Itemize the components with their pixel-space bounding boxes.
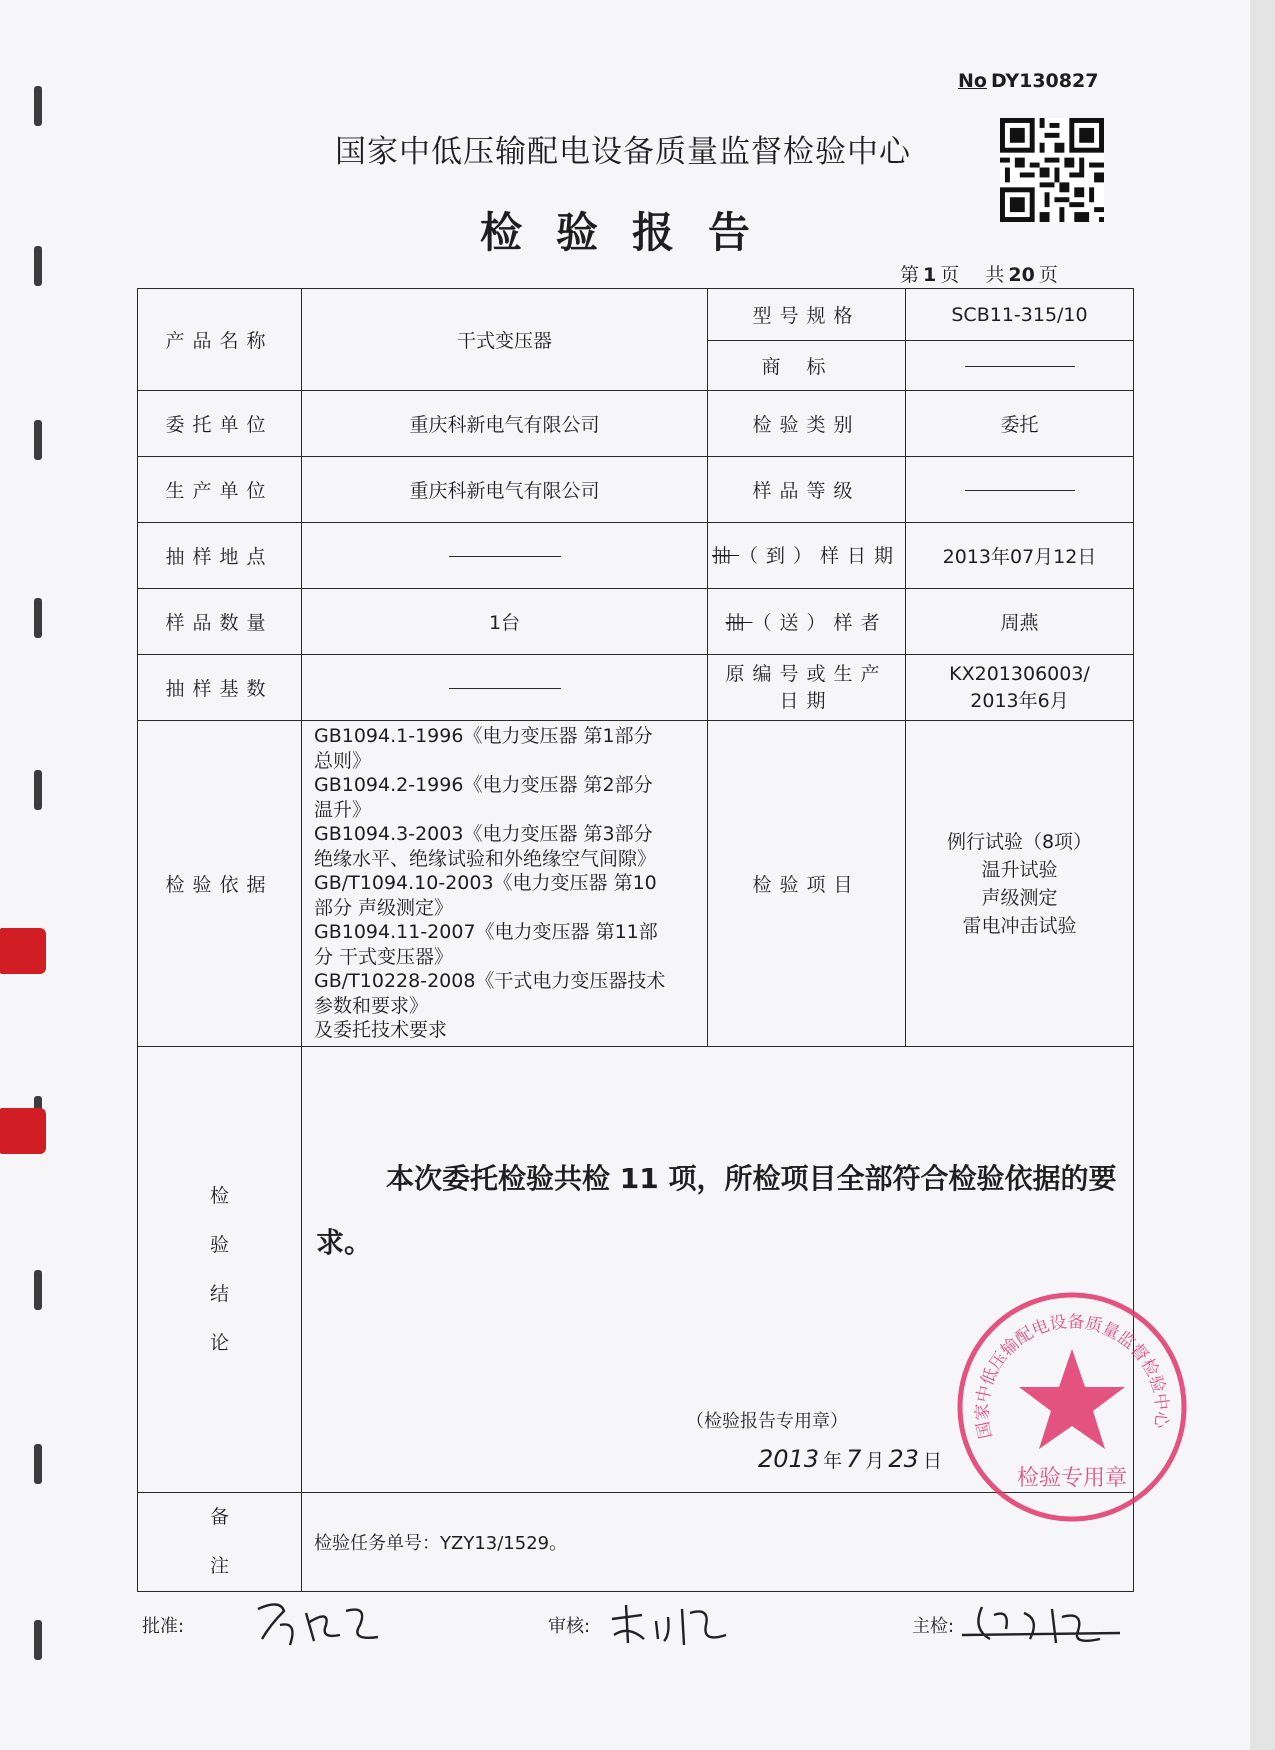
report-number (958, 70, 1098, 92)
page-indicator: 第 1 页 共 20 页 (900, 264, 1058, 286)
sample-grade-label: 样品等级 (708, 457, 906, 523)
basis-list (302, 721, 708, 1047)
sampling-base-value (302, 655, 708, 721)
empty-dash (965, 490, 1075, 491)
test-type-value: 委托 (906, 391, 1134, 457)
binding-hole (34, 246, 42, 286)
chief-label: 主检: (912, 1616, 955, 1637)
item-entry: 温升试验 (981, 858, 1058, 881)
empty-dash (965, 366, 1075, 367)
official-seal-stamp (952, 1287, 1192, 1527)
organization-title: 国家中低压输配电设备质量监督检验中心 (335, 134, 911, 170)
brand-value (906, 341, 1134, 391)
chief-signature-icon (960, 1595, 1130, 1655)
page-edge (1250, 0, 1275, 1750)
basis-line: 分 干式变压器》 (314, 945, 454, 968)
binding-hole (34, 1444, 42, 1484)
binding-hole (34, 598, 42, 638)
conclusion-cell (302, 1047, 1172, 1493)
sample-qty-label: 样品数量 (138, 589, 302, 655)
basis-line: GB/T10228-2008《干式电力变压器技术 (314, 970, 666, 993)
basis-line: 绝缘水平、绝缘试验和外绝缘空气间隙》 (314, 847, 657, 870)
conclusion-text: 本次委托检验共检 11 项，所检项目全部符合检验依据的要求。 (316, 1162, 1117, 1259)
approver-signature-icon (250, 1595, 390, 1655)
item-entry: 声级测定 (981, 886, 1058, 909)
client-label: 委托单位 (138, 391, 302, 457)
orig-no-label: 原编号或生产日期 (708, 655, 906, 721)
binding-hole (34, 1620, 42, 1660)
basis-line: GB1094.3-2003《电力变压器 第3部分 (314, 823, 653, 846)
reviewer-signature-icon (606, 1595, 736, 1655)
conclusion-date: 2013 年 7 月 23 日 (758, 1445, 942, 1473)
report-table (137, 288, 1172, 1592)
stamp-caption: （检验报告专用章） (686, 1411, 848, 1432)
basis-line: 及委托技术要求 (314, 1019, 448, 1042)
remark-value: 检验任务单号：YZY13/1529。 (302, 1493, 1134, 1592)
sampling-base-label: 抽样基数 (138, 655, 302, 721)
product-name-label: 产品名称 (138, 289, 302, 391)
report-number-label: No (958, 70, 987, 92)
manufacturer-label: 生产单位 (138, 457, 302, 523)
client-value: 重庆科新电气有限公司 (302, 391, 708, 457)
brand-label: 商标 (708, 341, 906, 391)
basis-line: GB1094.2-1996《电力变压器 第2部分 (314, 774, 653, 797)
model-value: SCB11-315/10 (906, 289, 1134, 341)
orig-no-value (906, 655, 1134, 721)
sender-label: 抽（送）样者 (708, 589, 906, 655)
test-type-label: 检验类别 (708, 391, 906, 457)
basis-line: 温升》 (314, 798, 372, 821)
item-entry: 雷电冲击试验 (962, 914, 1077, 937)
orig-no-date: 2013年6月 (970, 689, 1069, 712)
sender-value: 周燕 (906, 589, 1134, 655)
binding-hole (34, 86, 42, 126)
arrival-date-value: 2013年07月12日 (906, 523, 1134, 589)
binding-hole (34, 770, 42, 810)
seal-center-text: 检验专用章 (1016, 1466, 1128, 1491)
conclusion-label: 检 验 结 论 (138, 1047, 302, 1493)
arrival-date-label: 抽（到）样日期 (708, 523, 906, 589)
basis-line: 参数和要求》 (314, 994, 429, 1017)
empty-dash (449, 688, 561, 689)
report-number-value: DY130827 (990, 70, 1099, 92)
items-label: 检验项目 (708, 721, 906, 1047)
orig-no-number: KX201306003/ (949, 662, 1090, 685)
binding-ribbon (0, 928, 46, 974)
binding-ribbon (0, 1108, 46, 1154)
document-title: 检验报告 (480, 208, 785, 257)
binding-hole (34, 420, 42, 460)
sample-qty-value: 1台 (302, 589, 708, 655)
sample-grade-value (906, 457, 1134, 523)
empty-dash (449, 556, 561, 557)
approve-label: 批准: (142, 1616, 185, 1637)
model-label: 型号规格 (708, 289, 906, 341)
product-name-value: 干式变压器 (302, 289, 708, 391)
qr-code-icon (1000, 118, 1104, 222)
sampling-place-label: 抽样地点 (138, 523, 302, 589)
basis-line: GB/T1094.10-2003《电力变压器 第10 (314, 872, 657, 895)
items-list (906, 721, 1134, 1047)
basis-label: 检验依据 (138, 721, 302, 1047)
sampling-place-value (302, 523, 708, 589)
basis-line: GB1094.1-1996《电力变压器 第1部分 (314, 725, 653, 748)
basis-line: 总则》 (314, 749, 372, 772)
seal-arc-text: 国家中低压输配电设备质量监督检验中心 (972, 1312, 1172, 1441)
remark-label: 备 注 (138, 1493, 302, 1592)
review-label: 审核: (548, 1616, 591, 1637)
basis-line: GB1094.11-2007《电力变压器 第11部 (314, 921, 658, 944)
basis-line: 部分 声级测定》 (314, 896, 454, 919)
binding-hole (34, 1270, 42, 1310)
item-entry: 例行试验（8项） (946, 830, 1093, 853)
manufacturer-value: 重庆科新电气有限公司 (302, 457, 708, 523)
